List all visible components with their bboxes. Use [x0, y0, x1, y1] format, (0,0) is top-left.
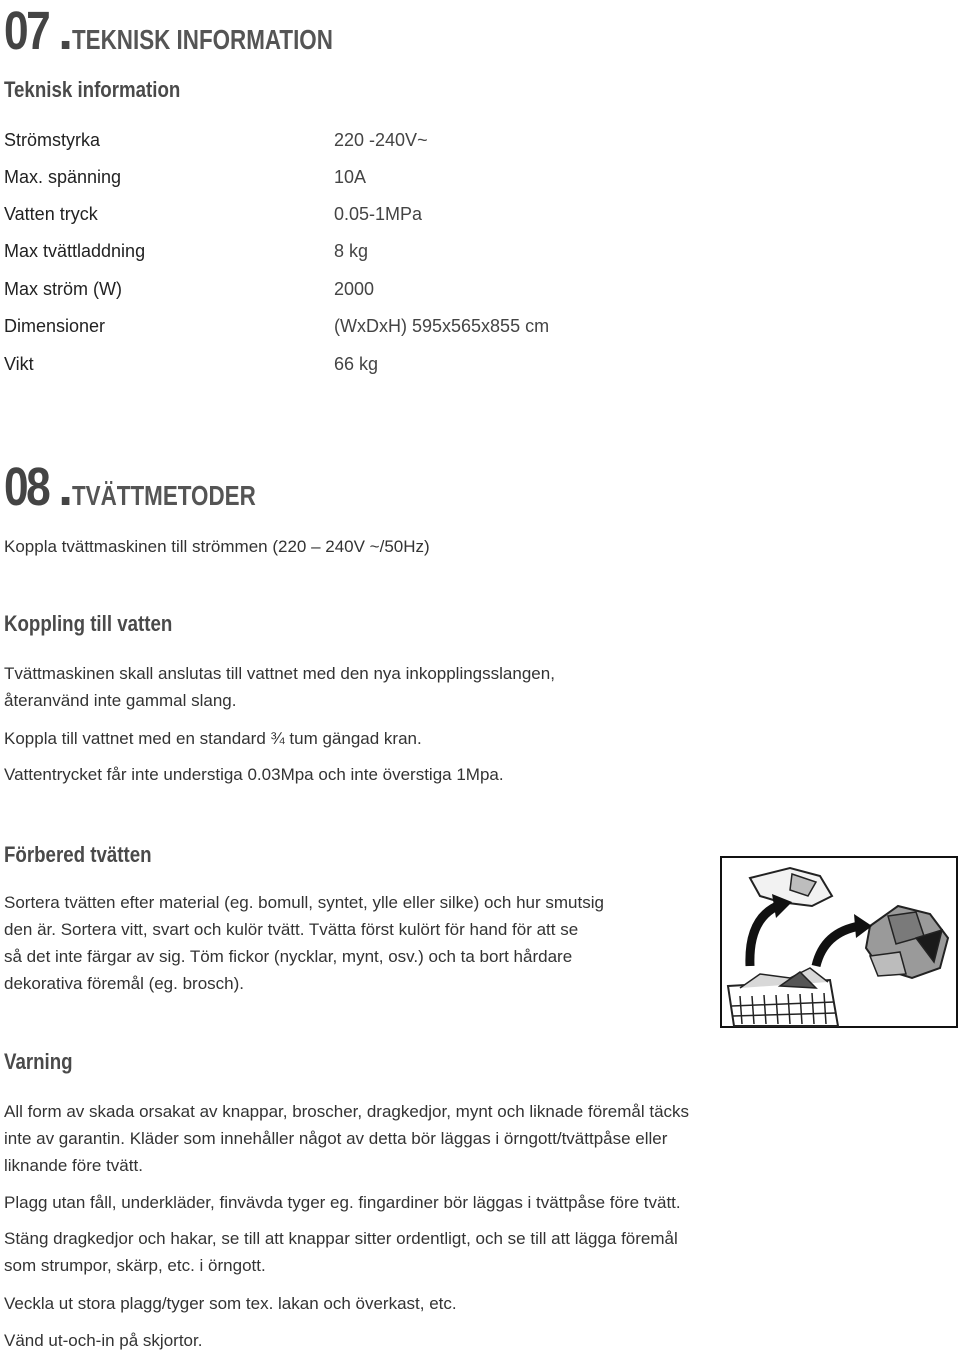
text-line: den är. Sortera vitt, svart och kulör tvätt. Tvätta först kulört för hand för att se	[4, 920, 579, 939]
text-line: Sortera tvätten efter material (eg. bomull, syntet, ylle eller silke) och hur smutsig	[4, 893, 604, 912]
section-number: 07	[4, 1, 49, 61]
water-paragraph-1	[4, 660, 555, 714]
text-line: så det inte färgar av sig. Töm fickor (nycklar, mynt, osv.) och ta bort hårdare	[4, 947, 573, 966]
text-line: All form av skada orsakat av knappar, broscher, dragkedjor, mynt och liknade föremål täcks	[4, 1102, 690, 1121]
warning-paragraph-5: Vänd ut-och-in på skjortor.	[4, 1331, 203, 1350]
text-line: Stäng dragkedjor och hakar, se till att knappar sitter ordentligt, och se till att lägga föremål	[4, 1229, 678, 1248]
text-line: Tvättmaskinen skall anslutas till vattnet med den nya inkopplingsslangen,	[4, 664, 555, 683]
section-08-heading	[4, 456, 301, 518]
spec-value: 10A	[334, 167, 367, 187]
spec-label: Max. spänning	[4, 167, 122, 187]
warning-paragraph-4: Veckla ut stora plagg/tyger som tex. lakan och överkast, etc.	[4, 1294, 457, 1313]
spec-row-current	[4, 130, 704, 154]
water-paragraph-3: Vattentrycket får inte understiga 0.03Mpa och inte överstiga 1Mpa.	[4, 765, 504, 784]
warning-paragraph-2: Plagg utan fåll, underkläder, finvävda tyger eg. fingardiner bör läggas i tvättpåse före tvätt.	[4, 1193, 681, 1212]
text-line: som strumpor, skärp, etc. i örngott.	[4, 1256, 266, 1275]
warning-paragraph-3	[4, 1225, 678, 1279]
text-line: inte av garantin. Kläder som innehåller något av detta bör läggas i örngott/tvättpåse eller	[4, 1129, 668, 1148]
section-dot: .	[58, 1, 74, 61]
text-line: liknande före tvätt.	[4, 1156, 143, 1175]
spec-row-voltage	[4, 167, 704, 191]
spec-value: 8 kg	[334, 241, 369, 261]
text-line: dekorativa föremål (eg. brosch).	[4, 974, 244, 993]
technical-info-subheading: Teknisk information	[4, 77, 181, 102]
section-title: TEKNISK INFORMATION	[71, 24, 333, 55]
section-title: TVÄTTMETODER	[71, 480, 256, 511]
spec-row-water-pressure	[4, 204, 704, 228]
section-dot: .	[58, 457, 74, 517]
spec-value: (WxDxH) 595x565x855 cm	[334, 316, 550, 336]
spec-label: Strömstyrka	[4, 130, 101, 150]
spec-row-dimensions	[4, 316, 704, 340]
spec-label: Max tvättladdning	[4, 241, 146, 261]
laundry-sorting-illustration	[720, 856, 958, 1028]
spec-label: Vikt	[4, 354, 34, 374]
spec-label: Dimensioner	[4, 316, 106, 336]
spec-value: 0.05-1MPa	[334, 204, 423, 224]
water-paragraph-2: Koppla till vattnet med en standard ¾ tum gängad kran.	[4, 729, 422, 748]
section-number: 08	[4, 457, 49, 517]
spec-value: 66 kg	[334, 354, 379, 374]
section-07-heading	[4, 0, 398, 62]
spec-value: 2000	[334, 279, 375, 299]
spec-row-max-load	[4, 241, 704, 265]
prepare-paragraph	[4, 889, 604, 997]
prepare-laundry-heading: Förbered tvätten	[4, 842, 152, 867]
power-connection-text: Koppla tvättmaskinen till strömmen (220 – 240V ~/50Hz)	[4, 537, 430, 556]
spec-value: 220 -240V~	[334, 130, 428, 150]
spec-row-max-power	[4, 279, 704, 303]
text-line: återanvänd inte gammal slang.	[4, 691, 237, 710]
warning-paragraph-1	[4, 1098, 689, 1179]
spec-row-weight	[4, 354, 704, 378]
warning-heading: Varning	[4, 1049, 73, 1074]
spec-label: Vatten tryck	[4, 204, 98, 224]
spec-label: Max ström (W)	[4, 279, 122, 299]
water-connection-heading: Koppling till vatten	[4, 611, 173, 636]
